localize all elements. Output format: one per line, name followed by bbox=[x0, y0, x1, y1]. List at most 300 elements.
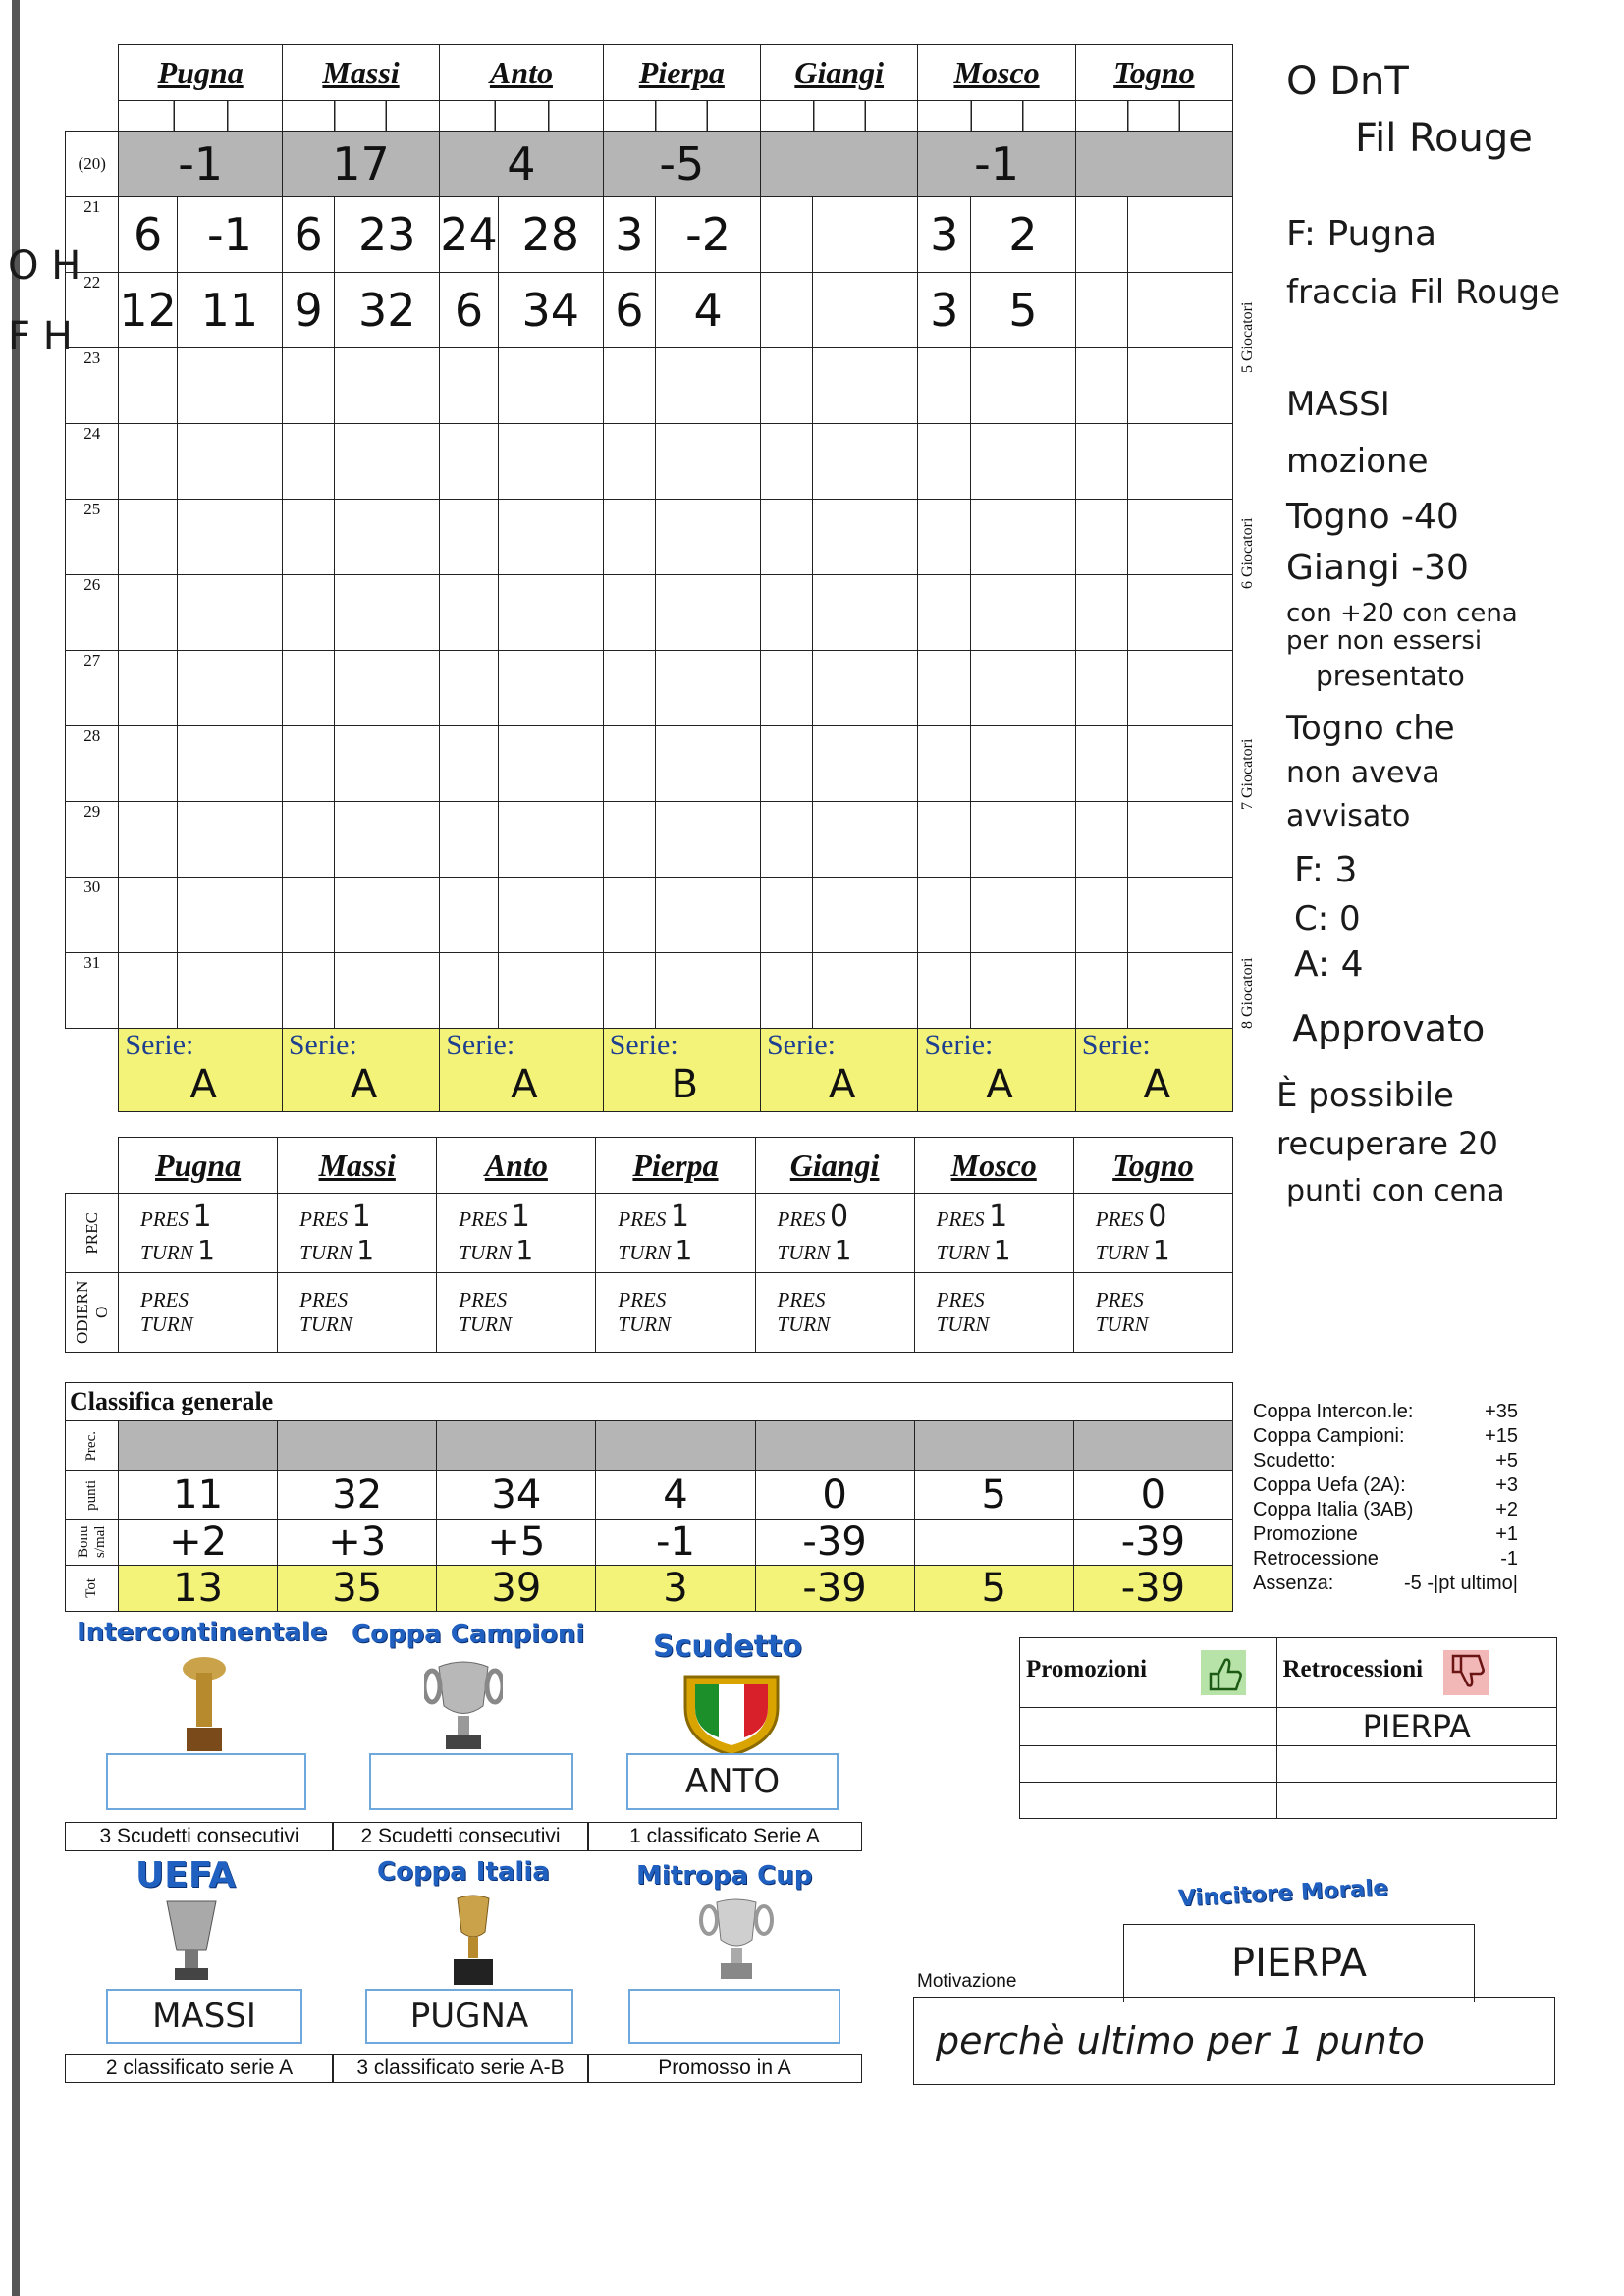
serie-value: A bbox=[350, 1062, 378, 1107]
running-total-cell bbox=[498, 802, 603, 878]
running-total-cell: -2 bbox=[656, 197, 761, 273]
prec-cell bbox=[1073, 1194, 1232, 1273]
running-total-cell bbox=[498, 878, 603, 953]
round-points-cell bbox=[603, 726, 656, 802]
round-points-cell bbox=[918, 500, 971, 575]
classifica-table bbox=[65, 1382, 1233, 1612]
caption-scudetto: 1 classificato Serie A bbox=[587, 1822, 862, 1851]
bonus-legend bbox=[1253, 1400, 1518, 1596]
round-points-cell bbox=[761, 348, 813, 424]
pres-label: PRES bbox=[299, 1207, 349, 1231]
running-total-cell: -1 bbox=[177, 197, 282, 273]
bonus-legend-label: Promozione bbox=[1253, 1523, 1358, 1545]
bonus-legend-value: +1 bbox=[1495, 1523, 1518, 1545]
classifica-row-label-cell bbox=[66, 1421, 119, 1471]
round-points-cell bbox=[440, 878, 499, 953]
running-total-cell bbox=[656, 575, 761, 651]
round-points-cell bbox=[1075, 802, 1127, 878]
serie-label: Serie: bbox=[609, 1029, 678, 1061]
motivazione-box bbox=[913, 1997, 1555, 2085]
round-points-cell: 6 bbox=[282, 197, 334, 273]
running-total-cell bbox=[971, 575, 1076, 651]
round-points-cell: 6 bbox=[603, 273, 656, 348]
coppa-campioni-winner-box bbox=[369, 1753, 573, 1810]
round-points-cell bbox=[282, 953, 334, 1029]
round-points-cell bbox=[440, 348, 499, 424]
running-total-cell bbox=[177, 802, 282, 878]
serie-label: Serie: bbox=[446, 1029, 515, 1061]
odierno-cell bbox=[596, 1273, 755, 1353]
round-points-cell bbox=[282, 726, 334, 802]
round-points-cell: 12 bbox=[119, 273, 178, 348]
round-points-cell bbox=[918, 802, 971, 878]
note-a-4: A: 4 bbox=[1294, 944, 1364, 985]
retrocessione-entry bbox=[1276, 1783, 1557, 1819]
classifica-tot-cell: 5 bbox=[914, 1566, 1073, 1612]
round-points-cell bbox=[1075, 197, 1127, 273]
presence-table bbox=[65, 1137, 1233, 1353]
pres-label: PRES bbox=[140, 1207, 189, 1231]
player-header: Giangi bbox=[755, 1138, 914, 1194]
running-total-cell bbox=[1128, 424, 1233, 500]
prec-corner bbox=[66, 1138, 119, 1194]
round-number: 24 bbox=[66, 424, 119, 500]
running-total-cell bbox=[656, 726, 761, 802]
classifica-row-label-cell bbox=[66, 1566, 119, 1612]
round-points-cell bbox=[119, 878, 178, 953]
bonus-legend-row bbox=[1253, 1473, 1518, 1498]
turn-value: 1 bbox=[356, 1234, 375, 1266]
running-total-cell bbox=[1128, 575, 1233, 651]
caption-coppa-campioni: 2 Scudetti consecutivi bbox=[332, 1822, 589, 1851]
note-avvisato: avvisato bbox=[1286, 799, 1411, 833]
running-total-cell bbox=[656, 802, 761, 878]
odierno-cell bbox=[119, 1273, 278, 1353]
note-dnt: O DnT bbox=[1286, 59, 1409, 104]
round-points-cell bbox=[761, 802, 813, 878]
round-points-cell bbox=[1075, 273, 1127, 348]
serie-label: Serie: bbox=[125, 1029, 194, 1061]
retrocessione-entry bbox=[1276, 1746, 1557, 1783]
bonus-legend-row bbox=[1253, 1424, 1518, 1449]
classifica-prec-cell bbox=[119, 1421, 278, 1471]
prec-cell bbox=[437, 1194, 596, 1273]
round-points-cell bbox=[603, 575, 656, 651]
round-points-cell bbox=[282, 348, 334, 424]
player-subheader bbox=[761, 101, 918, 132]
classifica-prec-cell bbox=[1073, 1421, 1232, 1471]
turn-label: TURN bbox=[299, 1312, 352, 1336]
bonus-legend-row bbox=[1253, 1522, 1518, 1547]
turn-label: TURN bbox=[1095, 1241, 1149, 1264]
running-total-cell bbox=[498, 500, 603, 575]
round-points-cell bbox=[282, 802, 334, 878]
player-header: Mosco bbox=[914, 1138, 1073, 1194]
serie-cell bbox=[440, 1029, 603, 1112]
grid-corner bbox=[66, 45, 119, 101]
note-e-possibile: È possibile bbox=[1276, 1076, 1454, 1115]
serie-value: B bbox=[671, 1062, 699, 1107]
running-total-cell bbox=[971, 348, 1076, 424]
classifica-punti-cell: 34 bbox=[437, 1471, 596, 1520]
turn-label: TURN bbox=[936, 1241, 990, 1264]
round-number: 31 bbox=[66, 953, 119, 1029]
running-total-cell bbox=[177, 424, 282, 500]
round-points-cell bbox=[1075, 575, 1127, 651]
round-number: 27 bbox=[66, 651, 119, 726]
player-header: Massi bbox=[278, 1138, 437, 1194]
grid-corner-sub bbox=[66, 101, 119, 132]
classifica-prec-cell bbox=[755, 1421, 914, 1471]
round-points-cell bbox=[918, 953, 971, 1029]
previous-score-cell bbox=[761, 132, 918, 197]
bonus-legend-label: Scudetto: bbox=[1253, 1450, 1336, 1471]
bonus-legend-row bbox=[1253, 1449, 1518, 1473]
giocatori-6-label: 6 Giocatori bbox=[1239, 517, 1256, 589]
classifica-row-label: Prec. bbox=[83, 1430, 100, 1462]
round-points-cell bbox=[603, 802, 656, 878]
mitropa-cup-icon bbox=[699, 1896, 774, 1985]
pres-label: PRES bbox=[777, 1288, 826, 1311]
round-points-cell bbox=[761, 726, 813, 802]
turn-value: 1 bbox=[1152, 1234, 1170, 1266]
bonus-legend-value: +3 bbox=[1495, 1474, 1518, 1496]
running-total-cell bbox=[656, 424, 761, 500]
prec-cell bbox=[278, 1194, 437, 1273]
round-points-cell bbox=[761, 878, 813, 953]
bonus-legend-label: Coppa Italia (3AB) bbox=[1253, 1499, 1414, 1521]
running-total-cell bbox=[656, 348, 761, 424]
serie-label: Serie: bbox=[767, 1029, 836, 1061]
round-points-cell: 9 bbox=[282, 273, 334, 348]
note-massi: MASSI bbox=[1286, 385, 1390, 424]
pres-label: PRES bbox=[1095, 1288, 1144, 1311]
round-points-cell bbox=[282, 575, 334, 651]
running-total-cell bbox=[813, 575, 918, 651]
trophy-intercontinentale-label: Intercontinentale bbox=[77, 1618, 328, 1647]
serie-corner bbox=[66, 1029, 119, 1112]
running-total-cell: 28 bbox=[498, 197, 603, 273]
classifica-punti-cell: 5 bbox=[914, 1471, 1073, 1520]
turn-label: TURN bbox=[777, 1312, 831, 1336]
player-header: Anto bbox=[437, 1138, 596, 1194]
pres-label: PRES bbox=[936, 1207, 985, 1231]
bonus-legend-row bbox=[1253, 1547, 1518, 1572]
round-points-cell bbox=[440, 500, 499, 575]
classifica-bonus-cell: +5 bbox=[437, 1520, 596, 1566]
turn-label: TURN bbox=[140, 1241, 193, 1264]
caption-intercontinentale: 3 Scudetti consecutivi bbox=[65, 1822, 334, 1851]
running-total-cell bbox=[335, 348, 440, 424]
running-total-cell bbox=[335, 726, 440, 802]
bonus-legend-label: Coppa Intercon.le: bbox=[1253, 1401, 1414, 1422]
note-con-cena: con +20 con cena bbox=[1286, 599, 1518, 628]
note-recuperare: recuperare 20 bbox=[1276, 1125, 1498, 1162]
odierno-cell bbox=[914, 1273, 1073, 1353]
note-f-pugna: F: Pugna bbox=[1286, 214, 1437, 254]
prec-cell bbox=[914, 1194, 1073, 1273]
scudetto-winner-box: ANTO bbox=[626, 1753, 839, 1810]
round-points-cell bbox=[761, 575, 813, 651]
bonus-legend-value: -1 bbox=[1500, 1548, 1518, 1570]
running-total-cell bbox=[813, 953, 918, 1029]
round-number: 28 bbox=[66, 726, 119, 802]
running-total-cell bbox=[498, 726, 603, 802]
bonus-legend-label: Coppa Campioni: bbox=[1253, 1425, 1405, 1447]
round-points-cell bbox=[119, 424, 178, 500]
player-header: Pierpa bbox=[603, 45, 760, 101]
classifica-prec-cell bbox=[437, 1421, 596, 1471]
round-points-cell bbox=[603, 500, 656, 575]
round-points-cell bbox=[1075, 651, 1127, 726]
previous-score-cell: -1 bbox=[119, 132, 282, 197]
running-total-cell: 2 bbox=[971, 197, 1076, 273]
bonus-legend-label: Coppa Uefa (2A): bbox=[1253, 1474, 1406, 1496]
promozione-entry bbox=[1020, 1746, 1277, 1783]
serie-cell bbox=[603, 1029, 760, 1112]
odierno-cell bbox=[1073, 1273, 1232, 1353]
note-giangi: Giangi -30 bbox=[1286, 548, 1469, 588]
prec-cell bbox=[119, 1194, 278, 1273]
classifica-bonus-cell: -1 bbox=[596, 1520, 755, 1566]
running-total-cell bbox=[971, 500, 1076, 575]
pres-value: 1 bbox=[352, 1200, 371, 1234]
previous-score-cell: 17 bbox=[282, 132, 439, 197]
serie-label: Serie: bbox=[288, 1029, 357, 1061]
serie-cell bbox=[761, 1029, 918, 1112]
round-points-cell bbox=[440, 802, 499, 878]
running-total-cell: 4 bbox=[656, 273, 761, 348]
serie-value: A bbox=[986, 1062, 1013, 1107]
score-grid bbox=[65, 44, 1233, 1112]
running-total-cell bbox=[813, 424, 918, 500]
promozione-entry bbox=[1020, 1708, 1277, 1746]
round-points-cell bbox=[1075, 878, 1127, 953]
round-points-cell bbox=[1075, 726, 1127, 802]
round-points-cell bbox=[918, 348, 971, 424]
round-points-cell bbox=[918, 651, 971, 726]
serie-value: A bbox=[1143, 1062, 1171, 1107]
classifica-title-cell bbox=[66, 1383, 1233, 1421]
running-total-cell bbox=[335, 575, 440, 651]
running-total-cell bbox=[335, 424, 440, 500]
classifica-punti-cell: 4 bbox=[596, 1471, 755, 1520]
note-togno: Togno -40 bbox=[1286, 497, 1459, 537]
round-points-cell bbox=[761, 500, 813, 575]
pres-label: PRES bbox=[459, 1288, 508, 1311]
uefa-cup-icon bbox=[157, 1896, 226, 1985]
classifica-tot-cell: 39 bbox=[437, 1566, 596, 1612]
odierno-side-cell bbox=[66, 1273, 119, 1353]
classifica-bonus-cell bbox=[914, 1520, 1073, 1566]
note-punti-con-cena: punti con cena bbox=[1286, 1174, 1505, 1208]
giocatori-7-label: 7 Giocatori bbox=[1239, 738, 1256, 810]
caption-mitropa: Promosso in A bbox=[587, 2054, 862, 2083]
round-number: 26 bbox=[66, 575, 119, 651]
round-points-cell: 3 bbox=[918, 273, 971, 348]
pres-value: 0 bbox=[1148, 1200, 1167, 1234]
previous-score-cell: -5 bbox=[603, 132, 760, 197]
prec-side-label: PREC bbox=[81, 1211, 101, 1255]
classifica-bonus-cell: +2 bbox=[119, 1520, 278, 1566]
scudetto-shield-icon bbox=[677, 1669, 785, 1757]
player-header: Anto bbox=[440, 45, 603, 101]
turn-value: 1 bbox=[675, 1234, 693, 1266]
odierno-cell bbox=[755, 1273, 914, 1353]
classifica-punti-cell: 11 bbox=[119, 1471, 278, 1520]
classifica-prec-cell bbox=[278, 1421, 437, 1471]
round-points-cell bbox=[918, 726, 971, 802]
serie-cell bbox=[119, 1029, 282, 1112]
running-total-cell: 23 bbox=[335, 197, 440, 273]
running-total-cell bbox=[1128, 348, 1233, 424]
pres-label: PRES bbox=[1095, 1207, 1144, 1231]
player-header: Pugna bbox=[119, 45, 282, 101]
round-number: 23 bbox=[66, 348, 119, 424]
uefa-winner-box: MASSI bbox=[106, 1989, 302, 2044]
running-total-cell bbox=[1128, 802, 1233, 878]
round-points-cell bbox=[603, 348, 656, 424]
coppa-italia-icon bbox=[444, 1893, 503, 1991]
round-points-cell bbox=[761, 651, 813, 726]
note-mozione: mozione bbox=[1286, 442, 1429, 481]
running-total-cell bbox=[656, 651, 761, 726]
serie-value: A bbox=[189, 1062, 217, 1107]
player-header: Massi bbox=[282, 45, 439, 101]
turn-label: TURN bbox=[140, 1312, 193, 1336]
running-total-cell bbox=[335, 878, 440, 953]
round-points-cell bbox=[761, 273, 813, 348]
round-points-cell bbox=[1075, 424, 1127, 500]
classifica-punti-cell: 0 bbox=[755, 1471, 914, 1520]
round-number: 30 bbox=[66, 878, 119, 953]
round-points-cell bbox=[761, 197, 813, 273]
bonus-legend-label: Retrocessione bbox=[1253, 1548, 1379, 1570]
running-total-cell bbox=[971, 878, 1076, 953]
round-points-cell: 6 bbox=[119, 197, 178, 273]
bonus-legend-row bbox=[1253, 1400, 1518, 1424]
classifica-tot-cell: 3 bbox=[596, 1566, 755, 1612]
vincitore-morale-label: Vincitore Morale bbox=[1177, 1875, 1389, 1912]
promo-retro-table bbox=[1019, 1637, 1557, 1819]
retrocessioni-label: Retrocessioni bbox=[1282, 1656, 1424, 1683]
running-total-cell bbox=[813, 651, 918, 726]
pres-label: PRES bbox=[618, 1207, 667, 1231]
round-points-cell bbox=[440, 726, 499, 802]
running-total-cell bbox=[177, 500, 282, 575]
round-points-cell: 3 bbox=[918, 197, 971, 273]
running-total-cell bbox=[813, 726, 918, 802]
round-points-cell bbox=[603, 424, 656, 500]
turn-value: 1 bbox=[834, 1234, 852, 1266]
round-points-cell bbox=[603, 953, 656, 1029]
bonus-legend-label: Assenza: bbox=[1253, 1573, 1334, 1594]
turn-value: 1 bbox=[197, 1234, 215, 1266]
running-total-cell bbox=[498, 651, 603, 726]
running-total-cell bbox=[813, 878, 918, 953]
running-total-cell bbox=[1128, 953, 1233, 1029]
round-points-cell: 6 bbox=[440, 273, 499, 348]
round-points-cell bbox=[918, 878, 971, 953]
player-subheader bbox=[918, 101, 1075, 132]
running-total-cell bbox=[971, 651, 1076, 726]
round-points-cell bbox=[603, 878, 656, 953]
round-points-cell bbox=[119, 500, 178, 575]
pres-value: 1 bbox=[989, 1200, 1008, 1234]
giocatori-5-label: 5 Giocatori bbox=[1239, 301, 1256, 373]
turn-value: 1 bbox=[993, 1234, 1011, 1266]
running-total-cell bbox=[177, 348, 282, 424]
intercontinentale-winner-box bbox=[106, 1753, 306, 1810]
odierno-cell bbox=[278, 1273, 437, 1353]
round-points-cell bbox=[1075, 500, 1127, 575]
classifica-tot-cell: -39 bbox=[1073, 1566, 1232, 1612]
round-number: 25 bbox=[66, 500, 119, 575]
pres-value: 1 bbox=[511, 1200, 530, 1234]
running-total-cell bbox=[656, 953, 761, 1029]
giocatori-8-label: 8 Giocatori bbox=[1239, 957, 1256, 1029]
classifica-prec-cell bbox=[596, 1421, 755, 1471]
note-non-aveva: non aveva bbox=[1286, 756, 1440, 790]
classifica-punti-cell: 0 bbox=[1073, 1471, 1232, 1520]
bonus-legend-value: +35 bbox=[1485, 1401, 1518, 1422]
round-points-cell bbox=[282, 424, 334, 500]
round-points-cell bbox=[1075, 953, 1127, 1029]
margin-mark-fh: F H bbox=[8, 314, 73, 359]
round-number: 21 bbox=[66, 197, 119, 273]
running-total-cell: 32 bbox=[335, 273, 440, 348]
round-points-cell bbox=[282, 500, 334, 575]
running-total-cell: 5 bbox=[971, 273, 1076, 348]
classifica-bonus-cell: +3 bbox=[278, 1520, 437, 1566]
running-total-cell bbox=[335, 802, 440, 878]
pres-label: PRES bbox=[618, 1288, 667, 1311]
thumbs-down-icon bbox=[1441, 1648, 1490, 1697]
pres-value: 1 bbox=[192, 1200, 212, 1234]
pres-label: PRES bbox=[936, 1288, 985, 1311]
round-points-cell bbox=[282, 651, 334, 726]
caption-uefa: 2 classificato serie A bbox=[65, 2054, 334, 2083]
round-points-cell bbox=[440, 953, 499, 1029]
round-points-cell bbox=[119, 726, 178, 802]
serie-value: A bbox=[511, 1062, 538, 1107]
note-f-3: F: 3 bbox=[1294, 850, 1358, 890]
coppa-italia-winner-box: PUGNA bbox=[365, 1989, 573, 2044]
classifica-row-label: Tot bbox=[83, 1578, 100, 1598]
turn-label: TURN bbox=[618, 1312, 672, 1336]
round-points-cell bbox=[603, 651, 656, 726]
player-subheader bbox=[1075, 101, 1232, 132]
running-total-cell bbox=[1128, 500, 1233, 575]
running-total-cell bbox=[1128, 197, 1233, 273]
pres-label: PRES bbox=[140, 1288, 189, 1311]
turn-value: 1 bbox=[515, 1234, 534, 1266]
note-c-0: C: 0 bbox=[1294, 899, 1361, 938]
serie-cell bbox=[282, 1029, 439, 1112]
running-total-cell bbox=[498, 953, 603, 1029]
round-points-cell bbox=[119, 575, 178, 651]
previous-score-cell: -1 bbox=[918, 132, 1075, 197]
turn-label: TURN bbox=[936, 1312, 990, 1336]
player-header: Giangi bbox=[761, 45, 918, 101]
running-total-cell bbox=[335, 651, 440, 726]
odierno-cell bbox=[437, 1273, 596, 1353]
running-total-cell bbox=[1128, 651, 1233, 726]
thumbs-up-icon bbox=[1199, 1648, 1248, 1697]
classifica-tot-cell: -39 bbox=[755, 1566, 914, 1612]
prec-cell bbox=[596, 1194, 755, 1273]
previous-score-cell bbox=[1075, 132, 1232, 197]
